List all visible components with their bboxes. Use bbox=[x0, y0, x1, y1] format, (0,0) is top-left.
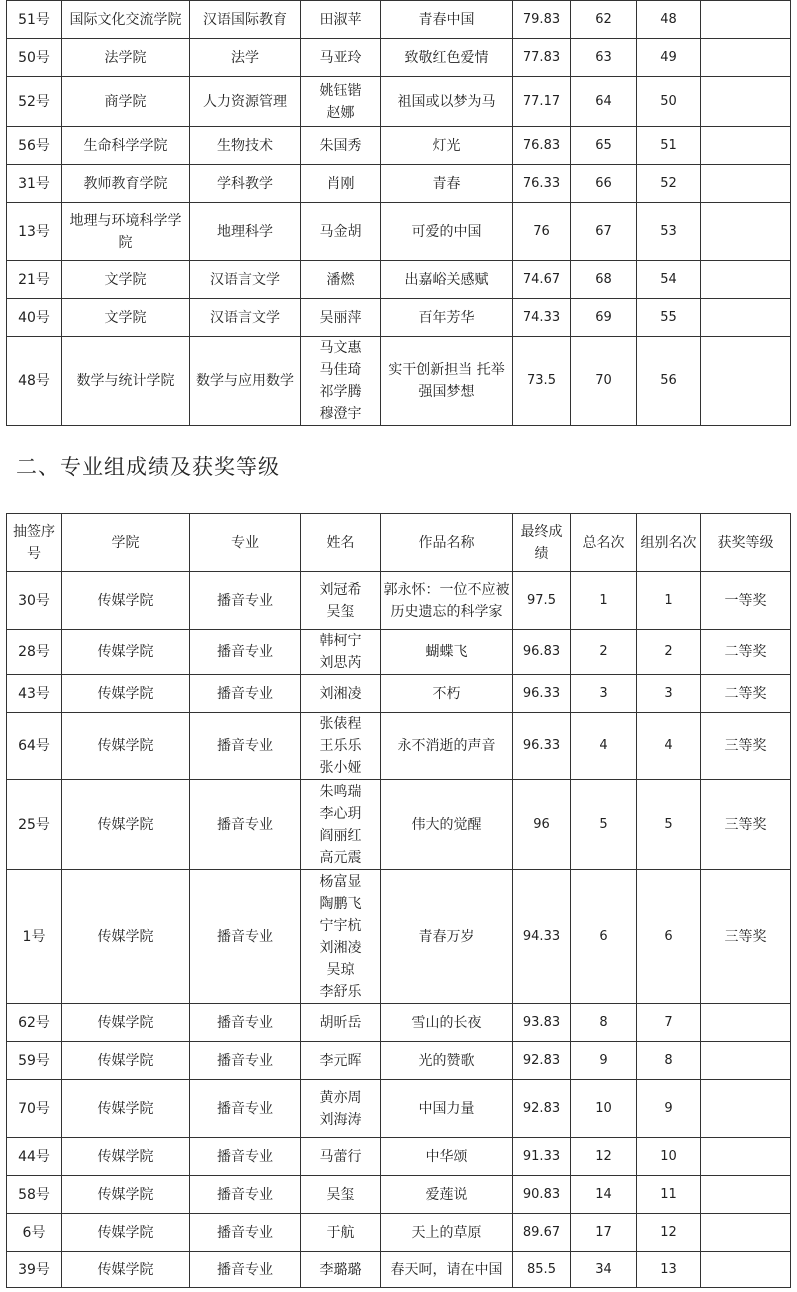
overall-rank-cell: 2 bbox=[571, 630, 637, 675]
award-level-cell: 三等奖 bbox=[701, 780, 791, 870]
names-cell bbox=[301, 337, 381, 426]
major-cell: 学科教学 bbox=[190, 165, 301, 203]
participant-name: 穆澄宇 bbox=[319, 406, 362, 422]
work-title-cell: 青春 bbox=[381, 165, 513, 203]
participant-name: 刘海涛 bbox=[319, 1111, 362, 1128]
final-score-cell: 76.33 bbox=[513, 165, 571, 203]
final-score-cell: 76 bbox=[513, 203, 571, 261]
table-row bbox=[7, 572, 791, 630]
group-rank-cell: 5 bbox=[637, 780, 701, 870]
draw-number-cell: 50号 bbox=[7, 39, 62, 77]
header-draw-number: 抽签序号 bbox=[7, 514, 62, 572]
final-score-cell: 92.83 bbox=[513, 1080, 571, 1138]
table-row bbox=[7, 870, 791, 1004]
college-cell: 传媒学院 bbox=[62, 870, 190, 1004]
table-row bbox=[7, 337, 791, 426]
work-title-cell: 百年芳华 bbox=[381, 299, 513, 337]
work-title-cell: 天上的草原 bbox=[381, 1214, 513, 1252]
participant-name: 李璐璐 bbox=[319, 1261, 362, 1278]
work-title-cell: 青春万岁 bbox=[381, 870, 513, 1004]
participant-name: 李元晖 bbox=[319, 1052, 362, 1069]
college-cell: 传媒学院 bbox=[62, 1042, 190, 1080]
names-cell bbox=[301, 675, 381, 713]
award-level-cell bbox=[701, 1, 791, 39]
participant-name: 刘湘凌 bbox=[319, 939, 362, 956]
final-score-cell: 91.33 bbox=[513, 1138, 571, 1176]
college-cell: 教师教育学院 bbox=[62, 165, 190, 203]
participant-name: 朱鸣瑞 bbox=[319, 783, 362, 800]
draw-number-cell: 58号 bbox=[7, 1176, 62, 1214]
award-level-cell: 三等奖 bbox=[701, 870, 791, 1004]
award-level-cell bbox=[701, 261, 791, 299]
college-cell: 传媒学院 bbox=[62, 630, 190, 675]
major-cell: 播音专业 bbox=[190, 713, 301, 780]
award-level-cell: 二等奖 bbox=[701, 675, 791, 713]
participant-name: 肖刚 bbox=[326, 175, 355, 192]
participant-name: 朱国秀 bbox=[319, 137, 362, 154]
draw-number-cell: 48号 bbox=[7, 337, 62, 426]
overall-rank-cell: 70 bbox=[571, 337, 637, 426]
major-cell: 播音专业 bbox=[190, 1138, 301, 1176]
overall-rank-cell: 17 bbox=[571, 1214, 637, 1252]
overall-rank-cell: 63 bbox=[571, 39, 637, 77]
overall-rank-cell: 68 bbox=[571, 261, 637, 299]
overall-rank-cell: 64 bbox=[571, 77, 637, 127]
college-cell: 国际文化交流学院 bbox=[62, 1, 190, 39]
college-cell: 传媒学院 bbox=[62, 1214, 190, 1252]
work-title-cell: 中华颂 bbox=[381, 1138, 513, 1176]
overall-rank-cell: 12 bbox=[571, 1138, 637, 1176]
group-rank-cell: 10 bbox=[637, 1138, 701, 1176]
award-level-cell bbox=[701, 1252, 791, 1288]
college-cell: 传媒学院 bbox=[62, 1080, 190, 1138]
header-college: 学院 bbox=[62, 514, 190, 572]
participant-name: 祁学腾 bbox=[319, 384, 362, 400]
draw-number-cell: 31号 bbox=[7, 165, 62, 203]
draw-number-cell: 30号 bbox=[7, 572, 62, 630]
participant-name: 陶鹏飞 bbox=[319, 895, 362, 912]
college-cell: 数学与统计学院 bbox=[62, 337, 190, 426]
final-score-cell: 73.5 bbox=[513, 337, 571, 426]
names-cell bbox=[301, 713, 381, 780]
header-final-score: 最终成绩 bbox=[513, 514, 571, 572]
group-rank-cell: 9 bbox=[637, 1080, 701, 1138]
header-row bbox=[7, 514, 791, 572]
overall-rank-cell: 8 bbox=[571, 1004, 637, 1042]
group-rank-cell: 8 bbox=[637, 1042, 701, 1080]
participant-name: 王乐乐 bbox=[319, 738, 362, 754]
work-title-cell: 郭永怀：一位不应被历史遗忘的科学家 bbox=[381, 572, 513, 630]
draw-number-cell: 28号 bbox=[7, 630, 62, 675]
participant-name: 吴琼 bbox=[326, 961, 355, 978]
award-level-cell bbox=[701, 1004, 791, 1042]
names-cell bbox=[301, 572, 381, 630]
college-cell: 传媒学院 bbox=[62, 713, 190, 780]
participant-name: 刘湘凌 bbox=[319, 685, 362, 702]
overall-rank-cell: 9 bbox=[571, 1042, 637, 1080]
college-cell: 传媒学院 bbox=[62, 572, 190, 630]
final-score-cell: 96.33 bbox=[513, 675, 571, 713]
award-level-cell bbox=[701, 1080, 791, 1138]
final-score-cell: 96.33 bbox=[513, 713, 571, 780]
participant-name: 马佳琦 bbox=[319, 362, 362, 378]
names-cell bbox=[301, 299, 381, 337]
major-cell: 汉语言文学 bbox=[190, 299, 301, 337]
participant-name: 于航 bbox=[326, 1224, 355, 1241]
major-cell: 播音专业 bbox=[190, 675, 301, 713]
group-rank-cell: 4 bbox=[637, 713, 701, 780]
header-name: 姓名 bbox=[301, 514, 381, 572]
final-score-cell: 76.83 bbox=[513, 127, 571, 165]
participant-name: 马金胡 bbox=[319, 223, 362, 240]
award-level-cell bbox=[701, 1042, 791, 1080]
award-level-cell bbox=[701, 1214, 791, 1252]
draw-number-cell: 51号 bbox=[7, 1, 62, 39]
group-rank-cell: 3 bbox=[637, 675, 701, 713]
group-rank-cell: 48 bbox=[637, 1, 701, 39]
header-work-title: 作品名称 bbox=[381, 514, 513, 572]
names-cell bbox=[301, 203, 381, 261]
table-row bbox=[7, 1138, 791, 1176]
major-cell: 播音专业 bbox=[190, 1080, 301, 1138]
overall-rank-cell: 34 bbox=[571, 1252, 637, 1288]
draw-number-cell: 40号 bbox=[7, 299, 62, 337]
names-cell bbox=[301, 630, 381, 675]
participant-name: 吴玺 bbox=[326, 603, 355, 620]
ranking-table-continued bbox=[6, 0, 791, 426]
final-score-cell: 89.67 bbox=[513, 1214, 571, 1252]
major-cell: 播音专业 bbox=[190, 1252, 301, 1288]
award-level-cell bbox=[701, 39, 791, 77]
table-row bbox=[7, 780, 791, 870]
table-row bbox=[7, 261, 791, 299]
draw-number-cell: 43号 bbox=[7, 675, 62, 713]
draw-number-cell: 52号 bbox=[7, 77, 62, 127]
draw-number-cell: 44号 bbox=[7, 1138, 62, 1176]
major-cell: 播音专业 bbox=[190, 1214, 301, 1252]
draw-number-cell: 70号 bbox=[7, 1080, 62, 1138]
major-cell: 播音专业 bbox=[190, 630, 301, 675]
college-cell: 生命科学学院 bbox=[62, 127, 190, 165]
award-level-cell: 三等奖 bbox=[701, 713, 791, 780]
table-row bbox=[7, 675, 791, 713]
college-cell: 文学院 bbox=[62, 299, 190, 337]
table-row bbox=[7, 1080, 791, 1138]
final-score-cell: 93.83 bbox=[513, 1004, 571, 1042]
participant-name: 杨富显 bbox=[319, 873, 362, 890]
final-score-cell: 74.33 bbox=[513, 299, 571, 337]
participant-name: 宁宇杭 bbox=[319, 917, 362, 934]
group-rank-cell: 55 bbox=[637, 299, 701, 337]
college-cell: 商学院 bbox=[62, 77, 190, 127]
overall-rank-cell: 3 bbox=[571, 675, 637, 713]
participant-name: 李舒乐 bbox=[319, 983, 362, 1000]
header-group-rank: 组别名次 bbox=[637, 514, 701, 572]
major-cell: 汉语国际教育 bbox=[190, 1, 301, 39]
participant-name: 张俵程 bbox=[319, 716, 362, 732]
draw-number-cell: 62号 bbox=[7, 1004, 62, 1042]
college-cell: 文学院 bbox=[62, 261, 190, 299]
major-cell: 播音专业 bbox=[190, 870, 301, 1004]
overall-rank-cell: 6 bbox=[571, 870, 637, 1004]
major-cell: 地理科学 bbox=[190, 203, 301, 261]
award-level-cell bbox=[701, 1138, 791, 1176]
award-level-cell bbox=[701, 1176, 791, 1214]
group-rank-cell: 12 bbox=[637, 1214, 701, 1252]
work-title-cell: 出嘉峪关感赋 bbox=[381, 261, 513, 299]
college-cell: 地理与环境科学学院 bbox=[62, 203, 190, 261]
header-major: 专业 bbox=[190, 514, 301, 572]
award-level-cell bbox=[701, 203, 791, 261]
final-score-cell: 77.17 bbox=[513, 77, 571, 127]
group-rank-cell: 52 bbox=[637, 165, 701, 203]
award-level-cell: 一等奖 bbox=[701, 572, 791, 630]
group-rank-cell: 6 bbox=[637, 870, 701, 1004]
names-cell bbox=[301, 127, 381, 165]
overall-rank-cell: 69 bbox=[571, 299, 637, 337]
participant-name: 赵娜 bbox=[326, 104, 355, 121]
table-row bbox=[7, 1, 791, 39]
section-title: 二、专业组成绩及获奖等级 bbox=[16, 455, 280, 479]
work-title-cell: 实干创新担当 托举强国梦想 bbox=[381, 337, 513, 426]
participant-name: 刘思芮 bbox=[319, 655, 362, 671]
group-rank-cell: 1 bbox=[637, 572, 701, 630]
table-row bbox=[7, 630, 791, 675]
group-rank-cell: 13 bbox=[637, 1252, 701, 1288]
group-rank-cell: 11 bbox=[637, 1176, 701, 1214]
award-level-cell bbox=[701, 165, 791, 203]
overall-rank-cell: 62 bbox=[571, 1, 637, 39]
college-cell: 传媒学院 bbox=[62, 780, 190, 870]
draw-number-cell: 1号 bbox=[7, 870, 62, 1004]
participant-name: 刘冠希 bbox=[319, 581, 362, 598]
work-title-cell: 青春中国 bbox=[381, 1, 513, 39]
header-award-level: 获奖等级 bbox=[701, 514, 791, 572]
names-cell bbox=[301, 1176, 381, 1214]
names-cell bbox=[301, 1080, 381, 1138]
college-cell: 传媒学院 bbox=[62, 1138, 190, 1176]
participant-name: 吴玺 bbox=[326, 1186, 355, 1203]
ranking-table-body bbox=[7, 1, 791, 426]
work-title-cell: 蝴蝶飞 bbox=[381, 630, 513, 675]
final-score-cell: 97.5 bbox=[513, 572, 571, 630]
names-cell bbox=[301, 1252, 381, 1288]
work-title-cell: 光的赞歌 bbox=[381, 1042, 513, 1080]
table-row bbox=[7, 1176, 791, 1214]
overall-rank-cell: 1 bbox=[571, 572, 637, 630]
names-cell bbox=[301, 165, 381, 203]
names-cell bbox=[301, 1042, 381, 1080]
names-cell bbox=[301, 261, 381, 299]
table-row bbox=[7, 299, 791, 337]
college-cell: 传媒学院 bbox=[62, 675, 190, 713]
major-cell: 播音专业 bbox=[190, 1004, 301, 1042]
table-row bbox=[7, 1042, 791, 1080]
names-cell bbox=[301, 1138, 381, 1176]
final-score-cell: 77.83 bbox=[513, 39, 571, 77]
final-score-cell: 90.83 bbox=[513, 1176, 571, 1214]
participant-name: 韩柯宁 bbox=[319, 633, 362, 649]
participant-name: 黄亦周 bbox=[319, 1089, 362, 1106]
major-group-table-body bbox=[7, 572, 791, 1288]
table-row bbox=[7, 77, 791, 127]
final-score-cell: 96 bbox=[513, 780, 571, 870]
award-level-cell: 二等奖 bbox=[701, 630, 791, 675]
work-title-cell: 雪山的长夜 bbox=[381, 1004, 513, 1042]
final-score-cell: 96.83 bbox=[513, 630, 571, 675]
participant-name: 马亚玲 bbox=[319, 49, 362, 66]
college-cell: 传媒学院 bbox=[62, 1252, 190, 1288]
college-cell: 法学院 bbox=[62, 39, 190, 77]
work-title-cell: 灯光 bbox=[381, 127, 513, 165]
draw-number-cell: 21号 bbox=[7, 261, 62, 299]
group-rank-cell: 49 bbox=[637, 39, 701, 77]
final-score-cell: 85.5 bbox=[513, 1252, 571, 1288]
participant-name: 马文惠 bbox=[319, 340, 362, 356]
group-rank-cell: 7 bbox=[637, 1004, 701, 1042]
overall-rank-cell: 14 bbox=[571, 1176, 637, 1214]
final-score-cell: 79.83 bbox=[513, 1, 571, 39]
overall-rank-cell: 65 bbox=[571, 127, 637, 165]
table-row bbox=[7, 713, 791, 780]
participant-name: 胡昕岳 bbox=[319, 1014, 362, 1031]
work-title-cell: 中国力量 bbox=[381, 1080, 513, 1138]
header-overall-rank: 总名次 bbox=[571, 514, 637, 572]
table-row bbox=[7, 165, 791, 203]
draw-number-cell: 39号 bbox=[7, 1252, 62, 1288]
major-cell: 播音专业 bbox=[190, 1042, 301, 1080]
names-cell bbox=[301, 1004, 381, 1042]
award-level-cell bbox=[701, 77, 791, 127]
major-group-awards-table bbox=[6, 513, 791, 1288]
draw-number-cell: 13号 bbox=[7, 203, 62, 261]
participant-name: 阎丽红 bbox=[319, 827, 362, 844]
participant-name: 吴丽萍 bbox=[319, 309, 362, 326]
names-cell bbox=[301, 870, 381, 1004]
table-row bbox=[7, 1252, 791, 1288]
work-title-cell: 爱莲说 bbox=[381, 1176, 513, 1214]
group-rank-cell: 53 bbox=[637, 203, 701, 261]
college-cell: 传媒学院 bbox=[62, 1004, 190, 1042]
draw-number-cell: 64号 bbox=[7, 713, 62, 780]
names-cell bbox=[301, 1214, 381, 1252]
draw-number-cell: 25号 bbox=[7, 780, 62, 870]
major-cell: 数学与应用数学 bbox=[190, 337, 301, 426]
participant-name: 高元震 bbox=[319, 849, 362, 866]
table-row bbox=[7, 1004, 791, 1042]
award-level-cell bbox=[701, 299, 791, 337]
work-title-cell: 伟大的觉醒 bbox=[381, 780, 513, 870]
overall-rank-cell: 5 bbox=[571, 780, 637, 870]
table-row bbox=[7, 1214, 791, 1252]
participant-name: 田淑苹 bbox=[319, 11, 362, 28]
names-cell bbox=[301, 1, 381, 39]
participant-name: 李心玥 bbox=[319, 805, 362, 822]
final-score-cell: 94.33 bbox=[513, 870, 571, 1004]
overall-rank-cell: 66 bbox=[571, 165, 637, 203]
names-cell bbox=[301, 77, 381, 127]
major-cell: 播音专业 bbox=[190, 780, 301, 870]
participant-name: 马蕾行 bbox=[319, 1148, 362, 1165]
group-rank-cell: 2 bbox=[637, 630, 701, 675]
table-row bbox=[7, 203, 791, 261]
work-title-cell: 可爱的中国 bbox=[381, 203, 513, 261]
award-level-cell bbox=[701, 127, 791, 165]
work-title-cell: 不朽 bbox=[381, 675, 513, 713]
overall-rank-cell: 10 bbox=[571, 1080, 637, 1138]
group-rank-cell: 51 bbox=[637, 127, 701, 165]
college-cell: 传媒学院 bbox=[62, 1176, 190, 1214]
group-rank-cell: 50 bbox=[637, 77, 701, 127]
participant-name: 潘燃 bbox=[326, 271, 355, 288]
work-title-cell: 春天呵，请在中国 bbox=[381, 1252, 513, 1288]
work-title-cell: 永不消逝的声音 bbox=[381, 713, 513, 780]
major-cell: 播音专业 bbox=[190, 1176, 301, 1214]
draw-number-cell: 56号 bbox=[7, 127, 62, 165]
group-rank-cell: 54 bbox=[637, 261, 701, 299]
major-cell: 播音专业 bbox=[190, 572, 301, 630]
overall-rank-cell: 67 bbox=[571, 203, 637, 261]
major-cell: 人力资源管理 bbox=[190, 77, 301, 127]
award-level-cell bbox=[701, 337, 791, 426]
participant-name: 姚钰锴 bbox=[319, 82, 362, 99]
names-cell bbox=[301, 780, 381, 870]
major-cell: 汉语言文学 bbox=[190, 261, 301, 299]
final-score-cell: 92.83 bbox=[513, 1042, 571, 1080]
work-title-cell: 致敬红色爱情 bbox=[381, 39, 513, 77]
draw-number-cell: 59号 bbox=[7, 1042, 62, 1080]
names-cell bbox=[301, 39, 381, 77]
major-cell: 法学 bbox=[190, 39, 301, 77]
table-row bbox=[7, 39, 791, 77]
overall-rank-cell: 4 bbox=[571, 713, 637, 780]
work-title-cell: 祖国或以梦为马 bbox=[381, 77, 513, 127]
major-cell: 生物技术 bbox=[190, 127, 301, 165]
group-rank-cell: 56 bbox=[637, 337, 701, 426]
draw-number-cell: 6号 bbox=[7, 1214, 62, 1252]
participant-name: 张小娅 bbox=[319, 760, 362, 776]
final-score-cell: 74.67 bbox=[513, 261, 571, 299]
table-row bbox=[7, 127, 791, 165]
